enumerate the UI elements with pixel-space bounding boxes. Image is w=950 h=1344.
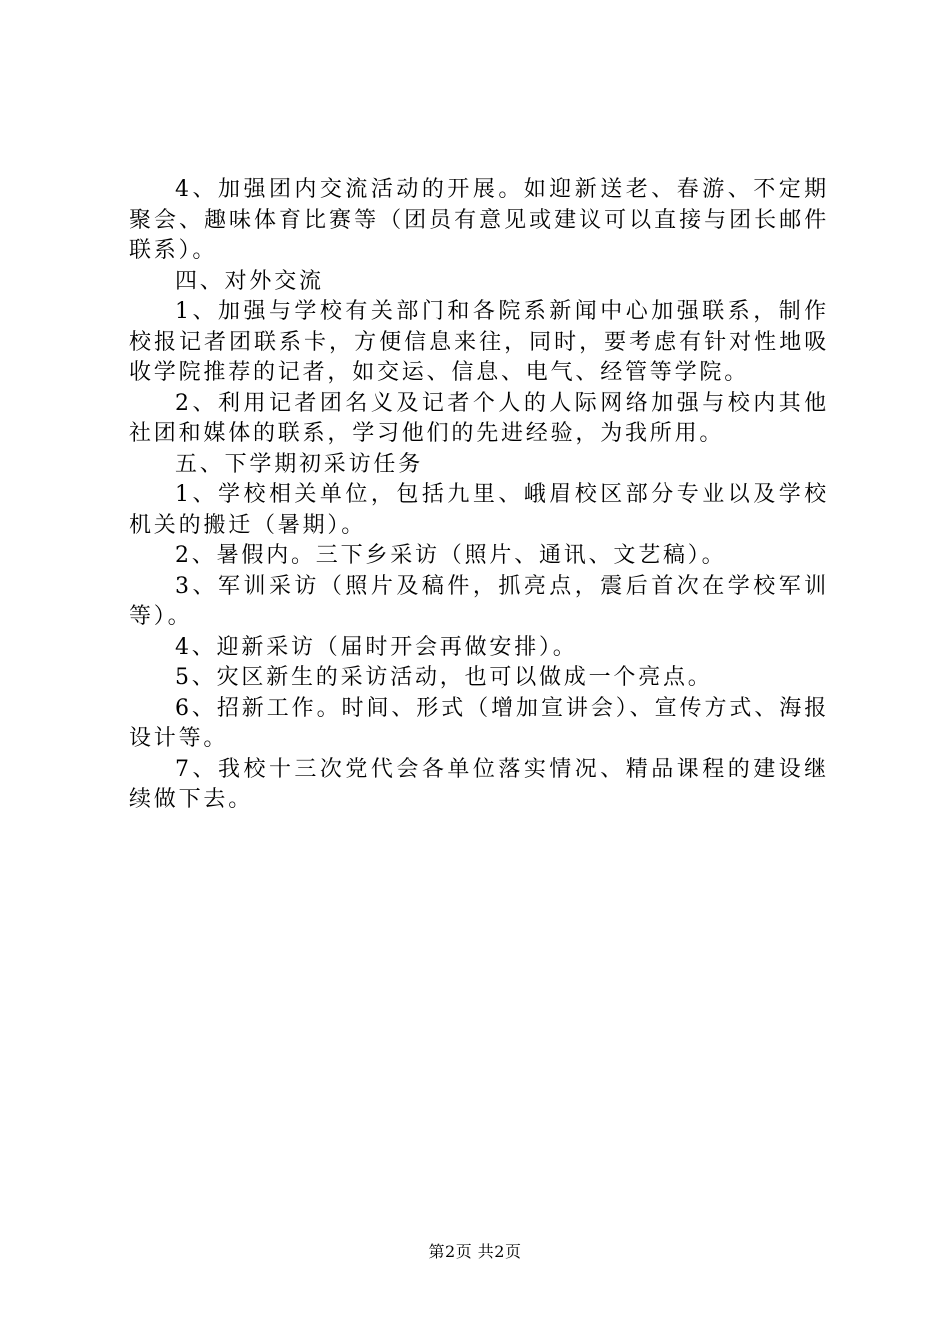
paragraph: 2、利用记者团名义及记者个人的人际网络加强与校内其他社团和媒体的联系，学习他们的先进经验，为我所用。 <box>129 390 829 446</box>
paragraph: 4、迎新采访（届时开会再做安排）。 <box>175 634 578 660</box>
paragraph: 5、灾区新生的采访活动，也可以做成一个亮点。 <box>175 665 713 690</box>
page-footer: 第2页 共2页 <box>428 1242 522 1261</box>
document-body <box>129 175 829 816</box>
paragraph: 2、暑假内。三下乡采访（照片、通讯、文艺稿）。 <box>175 543 727 568</box>
section-heading: 四、对外交流 <box>175 268 324 294</box>
paragraph: 4、加强团内交流活动的开展。如迎新送老、春游、不定期聚会、趣味体育比赛等（团员有意见或建议可以直接与团长邮件联系）。 <box>129 177 829 263</box>
paragraph: 7、我校十三次党代会各单位落实情况、精品课程的建设继续做下去。 <box>129 756 829 812</box>
section-heading: 五、下学期初采访任务 <box>175 451 424 477</box>
paragraph: 1、学校相关单位，包括九里、峨眉校区部分专业以及学校机关的搬迁（暑期）。 <box>129 482 829 538</box>
paragraph: 1、加强与学校有关部门和各院系新闻中心加强联系，制作校报记者团联系卡，方便信息来往，同时，要考虑有针对性地吸收学院推荐的记者，如交运、信息、电气、经管等学院。 <box>129 299 829 385</box>
paragraph: 3、军训采访（照片及稿件，抓亮点，震后首次在学校军训等）。 <box>129 573 829 629</box>
paragraph: 6、招新工作。时间、形式（增加宣讲会）、宣传方式、海报设计等。 <box>129 695 829 751</box>
